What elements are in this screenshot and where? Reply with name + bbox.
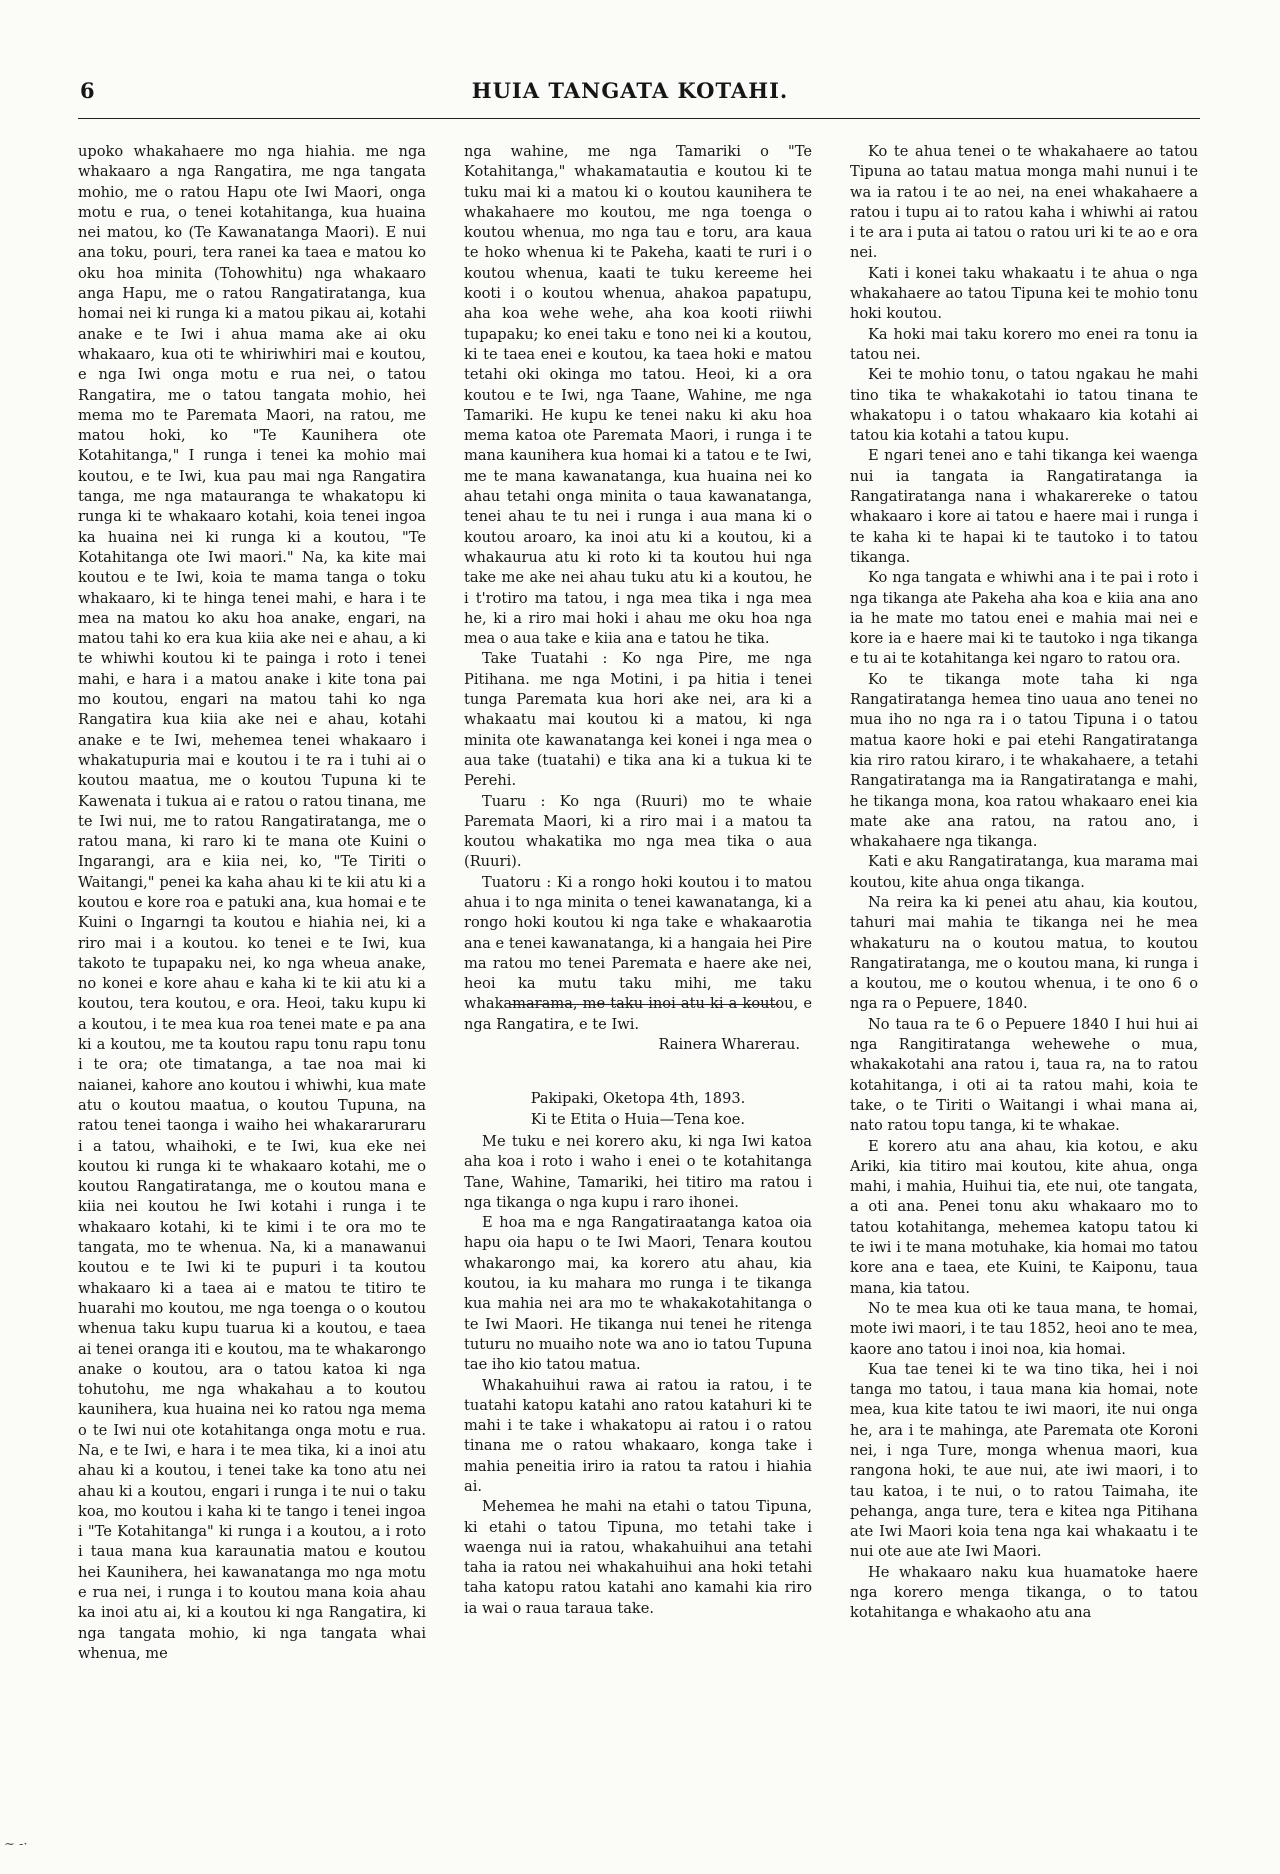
paragraph: Take Tuatahi : Ko nga Pire, me nga Pitihana. me nga Motini, i pa hitia i tenei tunga Paremata kua hori ake nei, ara ki a whakaatu mai koutou ki a matou, ki nga minita ote kawanatanga kei konei i nga mea o aua take (tuatahi) e tika ana ki a tukua ki te Perehi. <box>464 650 812 790</box>
paragraph: Ko te ahua tenei o te whakahaere ao tatou Tipuna ao tatau matua monga mahi nunui i te wa ia ratou i te ao nei, na enei whakahaere a ratou i tupu ai to ratou kaha i whiwhi ai ratou i te ara i puta ai tatou o ratou uri ki te ao e ora nei. <box>850 143 1198 262</box>
paragraph: Mehemea he mahi na etahi o tatou Tipuna, ki etahi o tatou Tipuna, mo tetahi take i waenga nui ia ratou, whakahuihui ana tetahi taha ia ratou nei whakahuihui ana hoki tetahi taha katopu ratou katahi ano kamahi kia riro ia wai o raua taraua take. <box>464 1498 812 1617</box>
paragraph: E korero atu ana ahau, kia kotou, e aku Ariki, kia titiro mai koutou, kite ahua, onga mahi, i mahia, Huihui tia, ete nui, ote tangata, a oti ana. Penei tonu aku whakaaro mo to tatou kotahitanga, mehemea katopu tatou ki te iwi i te mana motuhake, kia homai mo tatou kore ana e taea, ete Kuini, te Kaiponu, taua mana, kia tatou. <box>850 1137 1198 1297</box>
paragraph: E ngari tenei ano e tahi tikanga kei waenga nui ia tangata ia Rangatiratanga ia Rangatiratanga nana i whakarereke o tatou whakaaro i kore ai tatou e haere mai i runga i te kaha ki te hapai ki te tautoko i to tatou tikanga. <box>850 447 1198 566</box>
page-title: HUIA TANGATA KOTAHI. <box>471 78 789 103</box>
paragraph: No taua ra te 6 o Pepuere 1840 I hui hui ai nga Rangitiratanga wehewehe o mua, whakakotahi ana ratou i, taua ra, na to ratou kotahitanga, i oti ai ta ratou mahi, koia te take, o te Tiriti o Waitangi i whai mana ai, nato ratou topu tanga, ki te whakae. <box>850 1015 1198 1135</box>
letter-divider-rule <box>509 1004 779 1005</box>
column-3 <box>850 142 1198 1802</box>
header-rule <box>78 118 1200 119</box>
paragraph: Kati e aku Rangatiratanga, kua marama mai koutou, kite ahua onga tikanga. <box>850 853 1198 891</box>
paragraph: Kati i konei taku whakaatu i te ahua o nga whakahaere ao tatou Tipuna kei te mohio tonu hoki koutou. <box>850 264 1198 323</box>
paragraph: Tuaru : Ko nga (Ruuri) mo te whaie Paremata Maori, ki a riro mai i a matou ta koutou whakatika mo nga mea tika o aua (Ruuri). <box>464 792 812 871</box>
column-2 <box>464 142 812 1802</box>
paragraph: Tuatoru : Ki a rongo hoki koutou i to matou ahua i to nga minita o tenei kawanatanga, ki a rongo hoki koutou ki nga take e whakaarotia ana e tenei kawanatanga, ki a hangaia hei Pire ma ratou mo tenei Paremata e haere ake nei, heoi ka mutu taku mihi, me taku whakamarama, me taku inoi atu ki a koutou, e nga Rangatira, e te Iwi. <box>464 873 812 1033</box>
signature: Rainera Wharerau. <box>658 1036 800 1054</box>
paragraph: Kei te mohio tonu, o tatou ngakau he mahi tino tika te whakakotahi io tatou tinana te whakatopu i o tatou whakaaro kia kotahi ai tatou kia kotahi a tatou kupu. <box>850 366 1198 445</box>
paragraph: Ko te tikanga mote taha ki nga Rangatiratanga hemea tino uaua ano tenei no mua iho no nga ra i o tatou Tipuna i o tatou matua kaore hoki e pai etehi Rangatiratanga kia riro ratou kiraro, i te whakahaere, a tetahi Rangatiratanga ma ia Rangatiratanga e mahi, he tikanga mona, koa ratou whakaaro enei kia mate ake ana ratou, na ratou ano, i whakahaere nga tikanga. <box>850 670 1198 851</box>
paragraph: upoko whakahaere mo nga hiahia. me nga whakaaro a nga Rangatira, me nga tangata mohio, me o ratou Hapu ote Iwi Maori, onga motu e rua, o tenei kotahitanga, kua huaina nei matou, ko (Te Kawanatanga Maori). E nui ana toku, pouri, tera ranei ka taea e matou ko oku hoa minita (Tohowhitu) nga whakaaro anga Hapu, me o ratou Rangatiratanga, kua homai nei ki runga ki a matou pikau ai, kotahi anake e te Iwi i ahua mama ake ai oku whakaaro, kua oti te whiriwhiri mai e koutou, e nga Iwi onga motu e rua nei, o tatou Rangatira, me o tatou tangata mohio, hei mema mo te Paremata Maori, na ratou, me matou hoki, ko "Te Kaunihera ote Kotahitanga," I runga i tenei ka mohio mai koutou, e te Iwi, kua pau mai nga Rangatira tanga, me nga matauranga te whakatopu ki runga ki te whakaaro kotahi, koia tenei ingoa ka huaina nei ki runga ki a koutou, "Te Kotahitanga ote Iwi maori." Na, ka kite mai koutou e te Iwi, koia te mama tanga o toku whakaaro, ki te hinga tenei mahi, e hara i te mea na matou ko aku hoa anake, engari, na matou tahi ko era kua kiia ake nei e ahau, a ki te whiwhi koutou ki te painga i roto i tenei mahi, e hara i a matou anake i kite tona pai mo koutou, engari na matou tahi ko nga Rangatira kua kiia ake nei e ahau, kotahi anake e te Iwi, mehemea tenei whakaaro i whakatupuria mai e koutou i te ra i tuhi ai o koutou maatua, me o koutou Tupuna ki te Kawenata i tukua ai e ratou o ratou tinana, me te Iwi nui, me to ratou Rangatiratanga, me o ratou mana, ki raro ki te mana ote Kuini o Ingarangi, ara e kiia nei, ko, "Te Tiriti o Waitangi," penei ka kaha ahau ki te kii atu ki a koutou e kore roa e patuki ana, kua homai e te Kuini o Ingarngi ta koutou e hiahia nei, ki a riro mai i a koutou. ko tenei e te Iwi, kua takoto te tupapaku nei, ko nga wheua anake, no konei e kore ahau e kaha ki te kii atu ki a koutou, tera koutou, e ora. Heoi, taku kupu ki a koutou, i te mea kua roa tenei mate e pa ana ki a koutou, me ta koutou rapu tonu rapu tonu i te ora; ote timatanga, a tae noa mai ki naianei, kahore ano koutou i whiwhi, kua mate atu o koutou maatua, o koutou Tupuna, na ratou tenei taonga i waiho hei whakararuraru i a tatou, whaihoki, e te Iwi, kua eke nei koutou ki runga ki te whakaaro kotahi, me o koutou Rangatiratanga, me o koutou mana e kiia nei koutou he Iwi kotahi i runga i te whakaaro kotahi, ki te kimi i te ora mo te tangata, mo te whenua. Na, ki a manawanui koutou e te Iwi ki te pupuri i ta koutou whakaaro ki a taea ai e matou te titiro te huarahi mo koutou, me nga toenga o o koutou whenua taku kupu tuarua ki a koutou, e taea ai tenei oranga iti e koutou, ma te whakarongo anake o koutou, ara o tatou katoa ki nga tohutohu, me nga whakahau a to koutou kaunihera, kua huaina nei ko ratou nga mema o te Iwi nui ote kotahitanga onga motu e rua. Na, e te Iwi, e hara i te mea tika, ki a inoi atu ahau ki a koutou, i tenei take ka tono atu nei ahau ki a koutou, engari i runga i te nui o taku koa, mo koutou i kaha ki te tango i tenei ingoa i "Te Kotahitanga" ki runga i a koutou, a i roto i taua mana kua karaunatia matou e koutou hei Kaunihera, hei kawanatanga mo nga motu e rua nei, i runga i to koutou mana koia ahau ka inoi atu ai, ki a koutou ki nga Rangatira, ki nga tangata mohio, ki nga tangata whai whenua, me <box>78 143 426 1662</box>
paragraph: Whakahuihui rawa ai ratou ia ratou, i te tuatahi katopu katahi ano ratou katahuri ki te mahi i te take i whakatopu ai ratou i o ratou tinana me o ratou whakaaro, konga take i mahia peneitia iriro ia ratou ta ratou i hiahia ai. <box>464 1376 812 1495</box>
letter-dateline: Pakipaki, Oketopa 4th, 1893. <box>530 1090 746 1108</box>
letter-greeting: Ki te Etita o Huia—Tena koe. <box>530 1110 746 1128</box>
page-header <box>70 78 1190 112</box>
page-number: 6 <box>80 78 95 103</box>
paragraph: Na reira ka ki penei atu ahau, kia koutou, tahuri mai mahia te tikanga nei he mea whakaturu na o koutou matua, to koutou Rangatiratanga, me o koutou mana, ki runga i a koutou, me o koutou whenua, i te ono 6 o nga ra o Pepuere, 1840. <box>850 893 1198 1013</box>
paragraph: No te mea kua oti ke taua mana, te homai, mote iwi maori, i te tau 1852, heoi ano te mea, kaore ano tatou i inoi noa, kia homai. <box>850 1299 1198 1358</box>
corner-mark: ~ -· <box>4 1837 28 1852</box>
paragraph: nga wahine, me nga Tamariki o "Te Kotahitanga," whakamatautia e koutou ki te tuku mai ki a matou ki o koutou kaunihera te whakahaere mo koutou, me nga toenga o koutou whenua, mo nga tau e toru, ara kaua te hoko whenua ki te Pakeha, kaati te ruri i o koutou whenua, kaati te tuku kereeme hei kooti i o koutou whenua, ahakoa papatupu, aha koa wehe wehe, aha koa kooti riiwhi tupapaku; ko enei taku e tono nei ki a koutou, ki te taea enei e koutou, ka taea hoki e matou tetahi oki okinga mo tatou. Heoi, ki a ora koutou e te Iwi, nga Taane, Wahine, me nga Tamariki. He kupu ke tenei naku ki aku hoa mema katoa ote Paremata Maori, i runga i te mana kaunihera kua homai ki a tatou e te Iwi, me te mana kawanatanga, kua huaina nei ko ahau tetahi onga minita o taua kawanatanga, tenei ahau te tu nei i runga i aua mana ki o koutou aroaro, ka inoi atu ki a koutou, ki a whakaurua atu ki roto ki ta koutou hui nga take me ake nei ahau tuku atu ki a koutou, he i t'rotiro ma tatou, i nga mea tika i nga mea he, ki a riro mai hoki i ahau me oku hoa nga mea o aua take e kiia ana e tatou he tika. <box>464 143 812 648</box>
paragraph: Kua tae tenei ki te wa tino tika, hei i noi tanga mo tatou, i taua mana kia homai, note mea, kua kite tatou te iwi maori, ite nui onga he, ara i te mahinga, ate Paremata ote Koroni nei, i nga Ture, monga whenua maori, kua rangona hoki, te aue nui, ate iwi maori, i to tau katoa, i te nui, o to ratou Taimaha, ite pehanga, anga ture, tera e kitea nga Pitihana ate Iwi Maori koia tena nga kai whakaatu i te nui ote aue ate Iwi Maori. <box>850 1360 1198 1561</box>
paragraph: He whakaaro naku kua huamatoke haere nga korero menga tikanga, o to tatou kotahitanga e whakaoho atu ana <box>850 1563 1198 1622</box>
paragraph: Ka hoki mai taku korero mo enei ra tonu ia tatou nei. <box>850 325 1198 363</box>
column-1 <box>78 142 426 1802</box>
article-columns <box>78 142 1198 1802</box>
paragraph: Me tuku e nei korero aku, ki nga Iwi katoa aha koa i roto i waho i enei o te kotahitanga Tane, Wahine, Tamariki, hei titiro ma ratou i nga tikanga o nga kupu i raro ihonei. <box>464 1132 812 1211</box>
paragraph: Ko nga tangata e whiwhi ana i te pai i roto i nga tikanga ate Pakeha aha koa e kiia ana ano ia he mate mo tatou enei e mahia mai nei e kore ia e haere mai ki te tautoko i nga tikanga e tu ai te kotahitanga kei ngaro to ratou ora. <box>850 569 1198 668</box>
paragraph: E hoa ma e nga Rangatiraatanga katoa oia hapu oia hapu o te Iwi Maori, Tenara koutou whakarongo mai, ka korero atu ahau, kia koutou, ia ku mahara mo runga i te tikanga kua mahia nei ara mo te whakakotahitanga o te Iwi Maori. He tikanga nui tenei he ritenga tuturu no muaiho note wa ano io tatou Tupuna tae iho kio tatou matua. <box>464 1214 812 1374</box>
